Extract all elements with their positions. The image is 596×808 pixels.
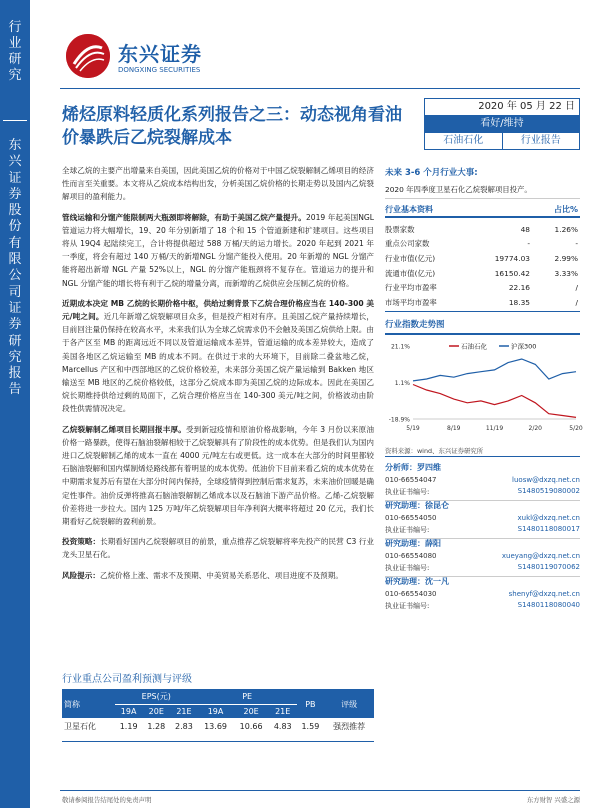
basic-info-pct-header: 占比% (553, 205, 578, 214)
paragraph-heading: 风险提示： (62, 570, 100, 580)
industry-tag: 石油石化 (425, 133, 503, 149)
basic-info-header (385, 204, 580, 218)
sidebar-category: 行业研究 (8, 20, 22, 83)
analyst-email[interactable]: shenyf@dxzq.net.cn (508, 590, 580, 598)
report-title: 烯烃原料轻质化系列报告之三：动态视角看油价暴跌后乙烷裂解成本 (62, 105, 402, 148)
report-tags (424, 132, 580, 150)
legend-label: 沪深300 (511, 342, 537, 351)
vertical-sidebar (0, 0, 30, 808)
cert-label: 执业证书编号: (385, 488, 430, 496)
forecast-table (62, 690, 374, 734)
report-date: 2020 年 05 月 22 日 (424, 98, 580, 116)
analyst-phone: 010-66554080 (385, 552, 437, 560)
analyst-role: 研究助理： (385, 577, 425, 586)
index-trend-chart (385, 338, 583, 433)
analyst-email[interactable]: luosw@dxzq.net.cn (512, 476, 580, 484)
analyst-phone: 010-66554050 (385, 514, 437, 522)
company-logo (66, 34, 236, 80)
analyst-role: 分析师： (385, 463, 417, 472)
report-type-tag: 行业报告 (520, 135, 561, 146)
cell-eps20: 1.28 (147, 721, 166, 731)
analyst-name: 罗四维 (417, 463, 441, 472)
basic-info-table (385, 222, 580, 310)
col-year: 19A (198, 704, 234, 718)
footer-slogan: 东方财智 兴盛之源 (526, 796, 580, 804)
cell-eps19: 1.19 (119, 721, 138, 731)
table-row: 股票家数 48 1.26% (385, 224, 578, 234)
analyst-cert: S1480118080017 (517, 525, 580, 533)
legend-label: 石油石化 (461, 342, 487, 351)
analyst-name: 薛阳 (425, 539, 441, 548)
paragraph-strategy: 投资策略：长期看好国内乙烷裂解项目的前景，重点推荐乙烷裂解将率先投产的民营 C3 行业龙头卫星石化。 (62, 537, 374, 560)
footer-rule (60, 790, 580, 791)
paragraph-risk: 风险提示：乙烷价格上涨、需求不及预期、中美贸易关系恶化、项目进度不及预期。 (62, 570, 343, 580)
logo-text-cn: 东兴证券 (118, 42, 202, 66)
col-eps: EPS(元) (115, 690, 198, 704)
col-year: 20E (233, 704, 269, 718)
x-tick-label: 11/19 (485, 425, 504, 432)
analyst-phone: 010-66554030 (385, 590, 437, 598)
analyst-name: 沈一凡 (425, 577, 449, 586)
cell-pb: 1.59 (301, 721, 320, 731)
logo-mark-icon (66, 34, 110, 78)
chart-title: 行业指数走势图 (385, 318, 580, 335)
table-row: 流通市值(亿元) 16150.42 3.33% (385, 268, 578, 278)
table-row: 重点公司家数 - - (385, 239, 578, 249)
rating-badge: 看好/维持 (424, 116, 580, 132)
cell-pe20: 10.66 (239, 721, 263, 731)
chart-source: 资料来源：wind、东兴证券研究所 (385, 447, 484, 455)
x-tick-label: 5/19 (406, 425, 420, 432)
analyst-block (385, 538, 580, 577)
table-row: 行业平均市盈率 22.16 / (385, 283, 578, 293)
cert-label: 执业证书编号: (385, 526, 430, 534)
cell-eps21: 2.83 (175, 721, 193, 731)
cert-label: 执业证书编号: (385, 564, 430, 572)
header-rule (60, 88, 580, 89)
divider (385, 456, 580, 457)
paragraph-returns: 乙烷裂解制乙烯项目长期回报丰厚。受到新冠疫情和原油价格战影响，今年 3 月份以来原油价格一路暴跌，使得石脑油裂解相较于乙烷裂解具有了阶段性的成本优势。但是我们认为国内进口乙烷裂解制乙烯的成本一直在 4000 元/吨左右或更低。这一成本在大部分的时间里都较石脑油裂解和国内煤制烯烃路线都有着明显的成本优势。低油价下目前来看乙烷的成本优势在中期需求复苏后有望在大部分时间内保持，全球疫情得到控制后需求复苏，未来油价回暖是确定性事件。油价反弹将推高石脑油裂解制乙烯成本以及石脑油下游产品价格。乙烯-乙烷裂解价差将进一步拉大。国内 125 万吨/年乙烷裂解项目年净利润大概率将超过 20 亿元，我们长期看好乙烷裂解的盈利前景。 (62, 424, 375, 527)
cell-rating: 强烈推荐 (333, 721, 366, 731)
cert-label: 执业证书编号: (385, 602, 430, 610)
col-year: 21E (269, 704, 297, 718)
divider (385, 198, 580, 199)
y-tick-label: 1.1% (394, 380, 410, 387)
col-pe: PE (198, 690, 297, 704)
sidebar-company: 东兴证券股份有限公司证券研究报告 (8, 138, 22, 398)
series-line (413, 385, 576, 418)
analyst-email[interactable]: xukl@dxzq.net.cn (517, 514, 580, 522)
col-rating: 评级 (324, 690, 374, 718)
paragraph-price-center: 近期成本决定 MB 乙烷的长期价格中枢，供给过剩背景下乙烷合理价格应当在 140-300 美元/吨之间。近几年新增乙烷裂解项目众多，但是投产相对有序。且美国乙烷产量持续增长，目前回注量仍保持在较高水平，未来我们认为全球乙烷需求仍不会触及美国乙烷供给上限。由于各产区至 MB 的距离远近不同以及管道运输成本差异，管道运输的成本差异较大，造成了美国各地区乙烷运输至 MB 的成本不同。在供过于求的大环境下，目前除二叠盆地乙烷，Marcellus 产区和中西部地区的乙烷价格较差，未来部分美国乙烷产量运输到 Bakken 地区输送至 MB 地区的乙烷价格较低，这部分乙烷成本即为美国乙烷的边际成本。因此在美国乙烷长期维持供给过剩的局面下，乙烷合理价格应当在 140-300 美元/吨之间，价格波动由阶段性供需情况决定。 (62, 298, 374, 414)
cell-name: 卫星石化 (64, 721, 96, 731)
analyst-block (385, 500, 580, 539)
sidebar-divider (3, 120, 27, 121)
cell-pe19: 13.69 (204, 721, 227, 731)
col-year: 20E (142, 704, 170, 718)
table-row: 市场平均市盈率 18.35 / (385, 297, 578, 307)
series-line (413, 359, 576, 381)
table-row: 行业市值(亿元) 19774.03 2.99% (385, 253, 578, 263)
analyst-block (385, 462, 580, 501)
main-body (62, 164, 374, 589)
analyst-block (385, 576, 580, 611)
col-pb: PB (297, 690, 325, 718)
upcoming-events-title: 未来 3-6 个月行业大事: (385, 168, 478, 178)
x-tick-label: 5/20 (569, 425, 583, 432)
forecast-bottom-rule (62, 741, 374, 742)
analyst-cert: S1480118080040 (517, 601, 580, 609)
logo-text-en: DONGXING SECURITIES (118, 66, 201, 74)
basic-info-title: 行业基本资料 (385, 205, 433, 214)
forecast-title: 行业重点公司盈利预测与评级 (62, 670, 374, 690)
analyst-cert: S1480519080002 (517, 487, 580, 495)
footer-disclaimer: 敬请参阅报告结尾处的免责声明 (62, 796, 152, 804)
y-tick-label: 21.1% (390, 343, 410, 351)
x-tick-label: 8/19 (447, 425, 461, 432)
cell-pe21: 4.83 (273, 721, 292, 731)
paragraph-heading: 管线运输和分馏产能限制两大瓶颈即将解除，有助于美国乙烷产量提升。 (62, 212, 306, 222)
paragraph-heading: 近期成本决定 MB 乙烷的长期价格中枢，供给过剩背景下乙烷合理价格应当在 140-300 美元/吨之间。 (62, 298, 374, 322)
analyst-phone: 010-66554047 (385, 476, 437, 484)
table-row (62, 718, 374, 734)
analyst-cert: S1480119070062 (517, 563, 580, 571)
x-tick-label: 2/20 (528, 425, 542, 432)
upcoming-events-text: 2020 年四季度卫星石化乙烷裂解项目投产。 (385, 185, 532, 194)
analyst-role: 研究助理： (385, 539, 425, 548)
col-year: 19A (115, 704, 143, 718)
analyst-name: 徐昆仑 (425, 501, 449, 510)
paragraph-heading: 投资策略： (62, 537, 101, 547)
paragraph-heading: 乙烷裂解制乙烯项目长期回报丰厚。 (62, 424, 186, 434)
col-year: 21E (170, 704, 198, 718)
paragraph-pipeline: 管线运输和分馏产能限制两大瓶颈即将解除，有助于美国乙烷产量提升。2019 年起美国NGL 管道运力将大幅增长，19、20 年分别新增了 18 个和 15 个管道新建和扩建项目。这些项目将从 19Q4 起陆续完工，合计将提供超过 588 万桶/天的运力增长。2020 年起到 2021 年一季度，将会有超过 140 万桶/天的新增NGL 分馏产能投入使用。20 年新增的 NGL 分馏产能将超出新增 NGL 产量 52%以上，NGL 的分馏产能瓶颈将不复存在。管道运力的提升和 NGL 分馏产能的增长将有利于乙烷的增量分离，而新增的乙烷供应会压制乙烷的价格。 (62, 212, 374, 288)
divider (385, 311, 580, 312)
analyst-email[interactable]: xueyang@dxzq.net.cn (501, 552, 580, 560)
col-name: 简称 (62, 690, 115, 718)
y-tick-label: -18.9% (388, 416, 410, 424)
analyst-role: 研究助理： (385, 501, 425, 510)
intro-paragraph: 全球乙烷的主要产出增量来自美国，因此美国乙烷的价格对于中国乙烷裂解制乙烯项目的经济性而言至关重要。本文将从乙烷成本结构出发，分析美国乙烷价格的长期走势以及国内乙烷裂解项目的盈利能力。 (62, 166, 374, 202)
